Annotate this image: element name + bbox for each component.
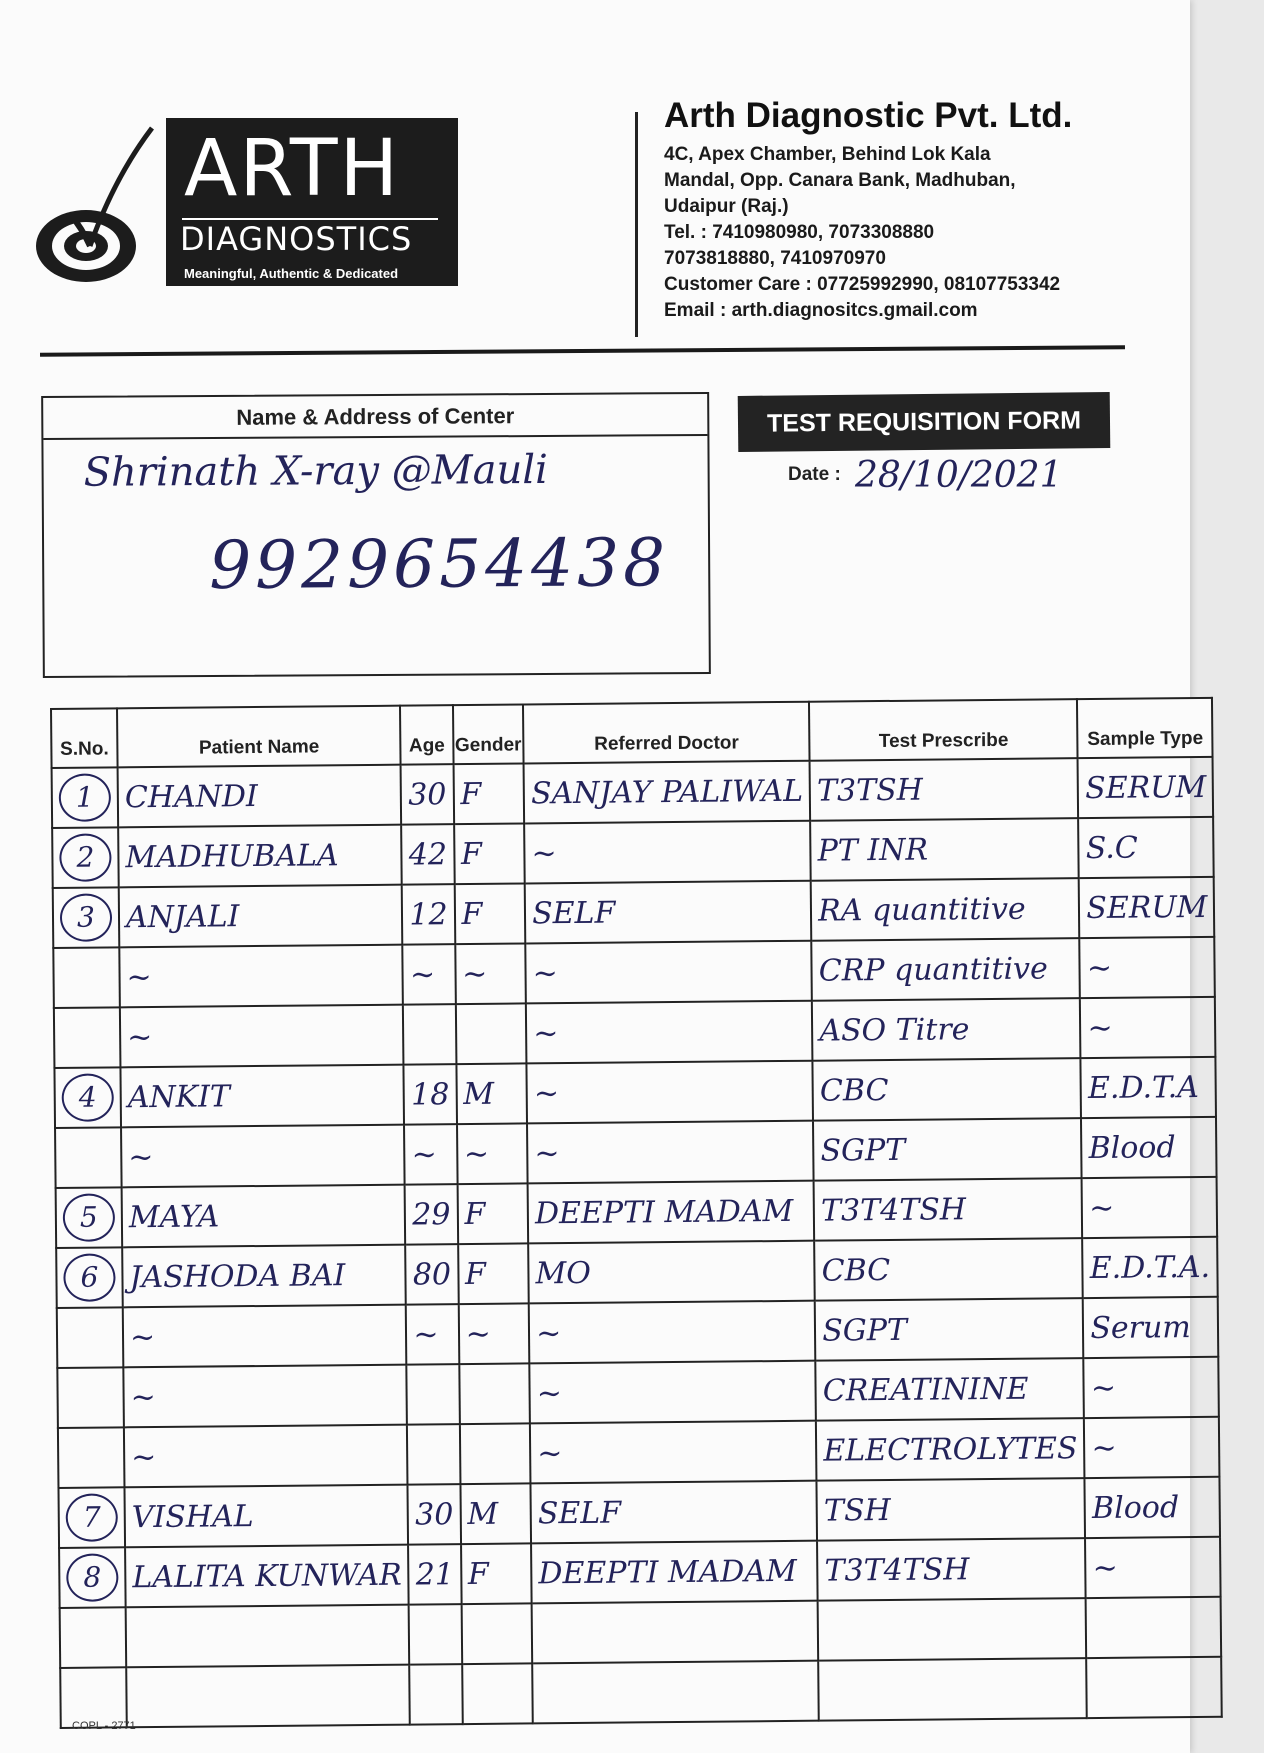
cell-age (409, 1604, 462, 1664)
cell-gender (459, 1423, 530, 1484)
header-vertical-divider (635, 112, 638, 337)
cell-referred-doctor: ~ (529, 1361, 816, 1424)
cell-sample-type: SERUM (1078, 757, 1214, 818)
column-header-patient-name: Patient Name (117, 706, 401, 768)
cell-gender (455, 1003, 526, 1064)
cell-gender (461, 1603, 532, 1664)
cell-sno (52, 767, 119, 828)
company-name: Arth Diagnostic Pvt. Ltd. (664, 96, 1073, 135)
table-row (52, 757, 1214, 828)
cell-patient-name: ~ (121, 1125, 405, 1188)
cell-age: 12 (402, 884, 455, 944)
cell-referred-doctor: SELF (531, 1481, 818, 1544)
cell-test: RA quantitive (811, 878, 1080, 941)
cell-sample-type (1087, 1657, 1223, 1718)
cell-sample-type: E.D.T.A. (1082, 1237, 1218, 1298)
serial-number-circle: 7 (66, 1493, 118, 1541)
cell-referred-doctor: MO (528, 1241, 815, 1304)
cell-referred-doctor: ~ (526, 1001, 813, 1064)
cell-referred-doctor: ~ (529, 1301, 816, 1364)
cell-patient-name: VISHAL (124, 1485, 408, 1548)
cell-gender: F (458, 1243, 529, 1304)
cell-referred-doctor: ~ (527, 1061, 814, 1124)
cell-sno (58, 1427, 125, 1488)
address-line: Mandal, Opp. Canara Bank, Madhuban, (664, 170, 1016, 191)
table-row (56, 1177, 1218, 1248)
cell-test: CBC (814, 1238, 1083, 1301)
form-code: COPL - 2771 (72, 1720, 136, 1732)
cell-sample-type: ~ (1082, 1177, 1218, 1238)
cell-referred-doctor: SANJAY PALIWAL (524, 761, 811, 824)
table-row (56, 1237, 1218, 1308)
email-line: Email : arth.diagnositcs.gmail.com (664, 300, 978, 321)
patient-table (50, 697, 1223, 1729)
cell-test: SGPT (813, 1118, 1082, 1181)
cell-referred-doctor: DEEPTI MADAM (528, 1181, 815, 1244)
column-header-age: Age (400, 705, 453, 764)
cell-sample-type (1086, 1597, 1222, 1658)
cell-age: ~ (406, 1304, 459, 1364)
cell-patient-name: LALITA KUNWAR (125, 1545, 409, 1608)
table-row (53, 877, 1215, 948)
cell-sample-type: SERUM (1079, 877, 1215, 938)
cell-sno (54, 1067, 121, 1128)
cell-test: PT INR (810, 818, 1079, 881)
cell-test: T3T4TSH (814, 1178, 1083, 1241)
cell-sample-type: S.C (1078, 817, 1214, 878)
company-info (664, 96, 1072, 324)
cell-patient-name: MADHUBALA (118, 825, 402, 888)
cell-sno (60, 1667, 127, 1728)
center-phone-handwritten: 9929654438 (208, 524, 670, 605)
cell-test: ELECTROLYTES (816, 1418, 1085, 1481)
column-header-referred-doctor: Referred Doctor (523, 702, 810, 764)
table-row (52, 817, 1214, 888)
telephone-line: 7073818880, 7410970970 (664, 248, 886, 269)
cell-sno (57, 1367, 124, 1428)
cell-age: 21 (408, 1544, 461, 1604)
address-line: 4C, Apex Chamber, Behind Lok Kala (664, 144, 991, 165)
cell-test: TSH (817, 1478, 1086, 1541)
cell-patient-name: ~ (123, 1365, 407, 1428)
logo-tagline: Meaningful, Authentic & Dedicated (184, 266, 399, 281)
table-row (57, 1297, 1219, 1368)
table-row (53, 937, 1215, 1008)
cell-sno (60, 1607, 127, 1668)
cell-sno (59, 1547, 126, 1608)
cell-sample-type: Serum (1083, 1297, 1219, 1358)
cell-sno (54, 1007, 121, 1068)
cell-patient-name: ANKIT (120, 1065, 404, 1128)
cell-test: CBC (813, 1058, 1082, 1121)
serial-number-circle: 6 (63, 1253, 115, 1301)
cell-sample-type: ~ (1084, 1417, 1220, 1478)
table-row (54, 1057, 1216, 1128)
cell-gender: F (457, 1183, 528, 1244)
cell-gender: F (454, 823, 525, 884)
header-rule (40, 345, 1125, 357)
center-heading: Name & Address of Center (43, 394, 707, 440)
cell-sno (52, 827, 119, 888)
target-check-icon (34, 118, 184, 298)
cell-sample-type: ~ (1080, 937, 1216, 998)
cell-sample-type: ~ (1080, 997, 1216, 1058)
address-line: Udaipur (Raj.) (664, 196, 789, 217)
cell-patient-name: JASHODA BAI (122, 1245, 406, 1308)
table-row (59, 1537, 1221, 1608)
cell-gender: M (456, 1063, 527, 1124)
center-details-box (41, 392, 711, 678)
serial-number-circle: 2 (59, 833, 111, 881)
form-title-banner: TEST REQUISITION FORM (738, 392, 1111, 452)
column-header-test-prescribe: Test Prescribe (809, 699, 1078, 761)
cell-age (410, 1664, 463, 1724)
cell-age: 30 (408, 1484, 461, 1544)
cell-patient-name: ~ (124, 1425, 408, 1488)
serial-number-circle: 3 (60, 893, 112, 941)
cell-test: CREATININE (816, 1358, 1085, 1421)
cell-gender (459, 1363, 530, 1424)
column-header-sno: S.No. (51, 708, 118, 768)
table-row (60, 1597, 1222, 1668)
table-row (58, 1417, 1220, 1488)
cell-gender: F (453, 763, 524, 824)
cell-age: 30 (401, 764, 454, 824)
logo-diagnostics-text: DIAGNOSTICS (180, 220, 413, 258)
table-body (52, 757, 1223, 1728)
cell-referred-doctor: ~ (530, 1421, 817, 1484)
table-row (57, 1357, 1219, 1428)
cell-age: 29 (405, 1184, 458, 1244)
cell-patient-name (126, 1665, 410, 1728)
cell-sno (56, 1247, 123, 1308)
serial-number-circle: 5 (63, 1193, 115, 1241)
cell-patient-name: MAYA (122, 1185, 406, 1248)
cell-patient-name: ~ (120, 1005, 404, 1068)
cell-sno (56, 1187, 123, 1248)
cell-age: ~ (404, 1124, 457, 1184)
cell-patient-name: ~ (119, 945, 403, 1008)
cell-patient-name: ANJALI (119, 885, 403, 948)
cell-sample-type: Blood (1085, 1477, 1221, 1538)
table-row (54, 997, 1216, 1068)
cell-referred-doctor: ~ (525, 941, 812, 1004)
table-row (55, 1117, 1217, 1188)
cell-patient-name (126, 1605, 410, 1668)
cell-sample-type: ~ (1085, 1537, 1221, 1598)
cell-patient-name: CHANDI (118, 765, 402, 828)
cell-age (403, 1004, 456, 1064)
cell-sample-type: E.D.T.A (1081, 1057, 1217, 1118)
cell-referred-doctor: ~ (524, 821, 811, 884)
cell-gender: F (454, 883, 525, 944)
cell-test (818, 1598, 1087, 1661)
telephone-line: Tel. : 7410980980, 7073308880 (664, 222, 935, 243)
cell-referred-doctor: DEEPTI MADAM (531, 1541, 818, 1604)
cell-test: T3T4TSH (817, 1538, 1086, 1601)
column-header-sample-type: Sample Type (1077, 698, 1213, 758)
cell-age: 80 (406, 1244, 459, 1304)
cell-gender: ~ (455, 943, 526, 1004)
serial-number-circle: 8 (66, 1553, 118, 1601)
cell-age: 42 (402, 824, 455, 884)
cell-test: ASO Titre (812, 998, 1081, 1061)
date-label: Date : (788, 464, 841, 485)
cell-gender: M (460, 1483, 531, 1544)
cell-sno (53, 887, 120, 948)
cell-patient-name: ~ (123, 1305, 407, 1368)
cell-referred-doctor (532, 1601, 819, 1664)
cell-sample-type: ~ (1084, 1357, 1220, 1418)
serial-number-circle: 4 (62, 1073, 114, 1121)
cell-test (818, 1658, 1087, 1721)
table-row (58, 1477, 1220, 1548)
arth-logo (34, 118, 464, 298)
cell-test: T3TSH (810, 758, 1079, 821)
column-header-gender: Gender (453, 704, 524, 764)
cell-test: SGPT (815, 1298, 1084, 1361)
table-row (60, 1657, 1222, 1728)
cell-gender: F (461, 1543, 532, 1604)
cell-gender: ~ (458, 1303, 529, 1364)
cell-sno (55, 1127, 122, 1188)
cell-gender (462, 1663, 533, 1724)
cell-sno (58, 1487, 125, 1548)
logo-wordmark (166, 118, 458, 286)
customer-care-line: Customer Care : 07725992990, 08107753342 (664, 274, 1061, 295)
cell-referred-doctor: ~ (527, 1121, 814, 1184)
cell-test: CRP quantitive (811, 938, 1080, 1001)
cell-gender: ~ (457, 1123, 528, 1184)
date-value-handwritten: 28/10/2021 (855, 455, 1063, 496)
cell-referred-doctor (532, 1661, 819, 1724)
cell-age (407, 1364, 460, 1424)
cell-sample-type: Blood (1081, 1117, 1217, 1178)
table-header-row (51, 698, 1213, 768)
logo-arth-text: ARTH (184, 124, 401, 214)
cell-age: 18 (404, 1064, 457, 1124)
cell-age (407, 1424, 460, 1484)
serial-number-circle: 1 (59, 773, 111, 821)
cell-sno (53, 947, 120, 1008)
cell-sno (57, 1307, 124, 1368)
cell-age: ~ (403, 944, 456, 1004)
cell-referred-doctor: SELF (525, 881, 812, 944)
center-name-handwritten: Shrinath X-ray @Mauli (83, 446, 548, 496)
